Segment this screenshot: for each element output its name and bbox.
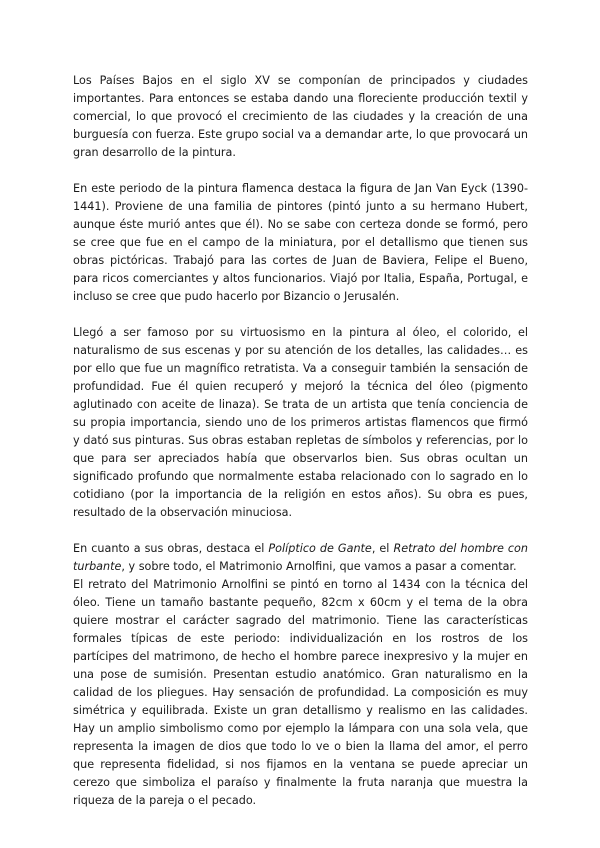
paragraph-4-text-a: En cuanto a sus obras, destaca el (73, 542, 269, 555)
work-title-retrato: Retrato del hombre con turbante (73, 542, 528, 573)
paragraph-3: Llegó a ser famoso por su virtuosismo en la pintura al óleo, el colorido, el naturalismo de sus escenas y por su atención de los detalles, las calidades… es por ello que fue un magnífico retratista. Va a conseguir también la sensación de profundidad. Fue él quien recuperó y mejoró la técnica del óleo (pigmento aglutinado con aceite de linaza). Se trata de un artista que tenía conciencia de su propia importancia, siendo uno de los primeros artistas flamencos que firmó y dató sus pinturas. Sus obras estaban repletas de símbolos y referencias, por lo que para ser apreciados había que observarlos bien. Sus obras ocultan un significado profundo que normalmente estaba relacionado con lo sagrado en lo cotidiano (por la importancia de la religión en estos años). Su obra es pues, resultado de la observación minuciosa. (73, 326, 528, 519)
paragraph-4 (73, 540, 528, 576)
document-page (73, 72, 528, 810)
paragraph-5: El retrato del Matrimonio Arnolfini se pintó en torno al 1434 con la técnica del óleo. Tiene un tamaño bastante pequeño, 82cm x 60cm y el tema de la obra quiere mostrar el carácter sagrado del matrimonio. Tiene las características formales típicas de este periodo: individualización en los rostros de los partícipes del matrimono, de hecho el hombre parece inexpresivo y la mujer en una pose de sumisión. Presentan estudio anatómico. Gran naturalismo en la calidad de los pliegues. Hay sensación de profundidad. La composición es muy simétrica y equilibrada. Existe un gran detallismo y realismo en las calidades. Hay un amplio simbolismo como por ejemplo la lámpara con una sola vela, que representa la imagen de dios que todo lo ve o bien la llama del amor, el perro que representa fidelidad, si nos fijamos en la ventana se puede apreciar un cerezo que simboliza el paraíso y finalmente la fruta naranja que muestra la riqueza de la pareja o el pecado. (73, 578, 528, 807)
paragraph-1: Los Países Bajos en el siglo XV se componían de principados y ciudades importantes. Para entonces se estaba dando una floreciente producción textil y comercial, lo que provocó el crecimiento de las ciudades y la creación de una burguesía con fuerza. Este grupo social va a demandar arte, lo que provocará un gran desarrollo de la pintura. (73, 74, 528, 159)
paragraph-4-text-b: , el (371, 542, 394, 555)
paragraph-4-text-c: , y sobre todo, el Matrimonio Arnolfini, que vamos a pasar a comentar. (121, 560, 517, 573)
work-title-poliptico: Políptico de Gante (268, 542, 372, 555)
paragraph-2: En este periodo de la pintura flamenca destaca la figura de Jan Van Eyck (1390-1441). Proviene de una familia de pintores (pintó junto a su hermano Hubert, aunque éste murió antes que él). No se sabe con certeza donde se formó, pero se cree que fue en el campo de la miniatura, por el detallismo que tienen sus obras pictóricas. Trabajó para las cortes de Juan de Baviera, Felipe el Bueno, para ricos comerciantes y altos funcionarios. Viajó por Italia, España, Portugal, e incluso se cree que pudo hacerlo por Bizancio o Jerusalén. (73, 182, 528, 303)
